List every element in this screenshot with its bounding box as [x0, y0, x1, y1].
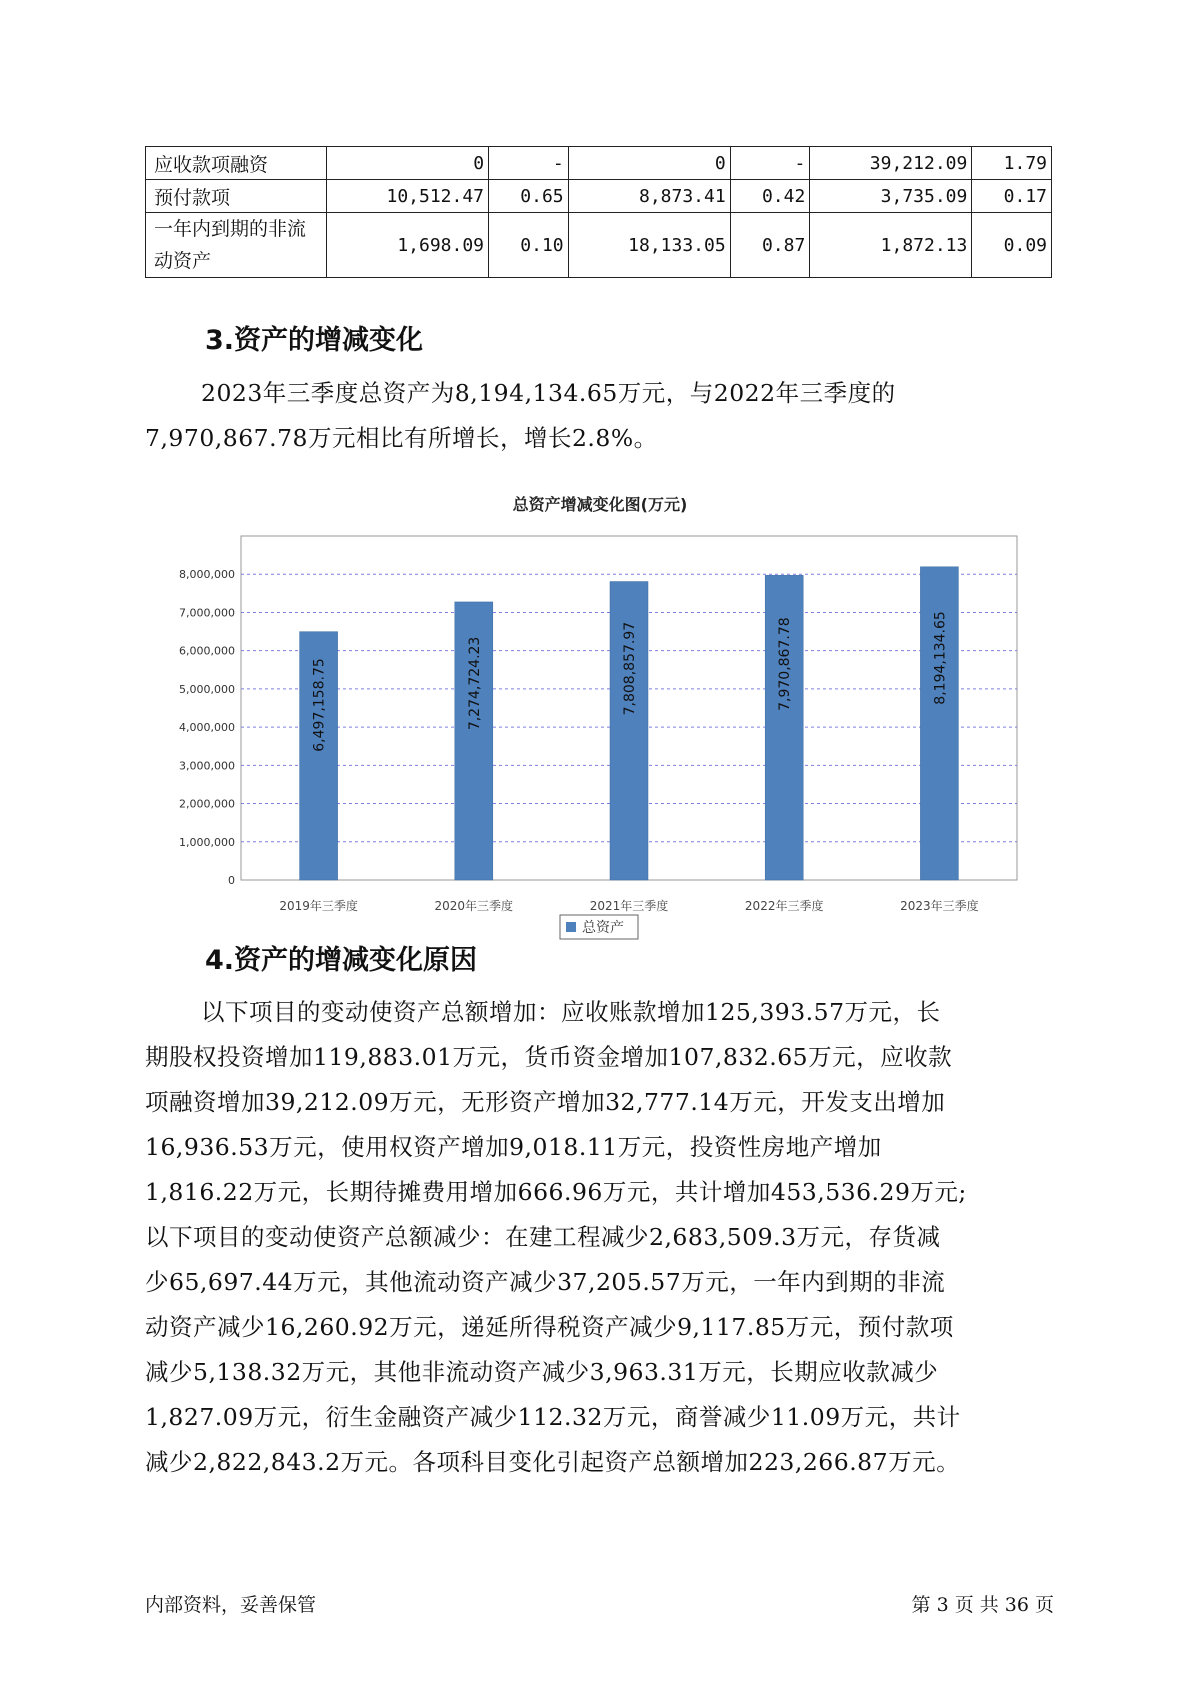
x-tick-label: 2019年三季度 [279, 899, 358, 913]
y-tick-label: 1,000,000 [179, 835, 235, 849]
table-cell: 39,212.09 [810, 147, 972, 180]
bar-value-label: 7,808,857.97 [622, 621, 638, 716]
y-axis-ticks [179, 568, 235, 887]
section-heading: 3.资产的增减变化 [205, 325, 424, 356]
legend [560, 915, 638, 939]
paragraph [145, 990, 1055, 1485]
paragraph-line: 期股权投资增加119,883.01万元，货币资金增加107,832.65万元，应收款 [145, 1043, 953, 1071]
table-row [146, 180, 1052, 213]
y-tick-label: 5,000,000 [179, 682, 235, 696]
paragraph-line: 项融资增加39,212.09万元，无形资产增加32,777.14万元，开发支出增加 [145, 1088, 946, 1116]
table-cell: 0.87 [730, 213, 810, 278]
balance-table [145, 146, 1052, 278]
row-label [146, 213, 327, 278]
paragraph-line: 减少2,822,843.2万元。各项科目变化引起资产总额增加223,266.87万元。 [145, 1448, 961, 1476]
paragraph [145, 371, 1055, 461]
paragraph-line: 1,816.22万元，长期待摊费用增加666.96万元，共计增加453,536.29万元; [145, 1178, 967, 1206]
y-tick-label: 7,000,000 [179, 606, 235, 620]
x-axis-ticks [279, 898, 978, 913]
y-tick-label: 4,000,000 [179, 721, 235, 735]
x-tick-label: 2020年三季度 [434, 899, 514, 913]
footer-left: 内部资料，妥善保管 [145, 1594, 317, 1616]
paragraph-line: 少65,697.44万元，其他流动资产减少37,205.57万元，一年内到期的非流 [145, 1268, 946, 1296]
table-row [146, 213, 1052, 278]
table-cell: 0.42 [730, 180, 810, 213]
table-cell: 18,133.05 [568, 213, 730, 278]
table-cell: 1,698.09 [327, 213, 489, 278]
x-tick-label: 2022年三季度 [744, 899, 824, 913]
y-tick-label: 0 [228, 874, 235, 887]
paragraph-line: 以下项目的变动使资产总额减少：在建工程减少2,683,509.3万元，存货减 [145, 1223, 941, 1251]
x-tick-label: 2023年三季度 [900, 899, 979, 913]
table-cell: 8,873.41 [568, 180, 730, 213]
x-tick-label: 2021年三季度 [589, 899, 669, 913]
bar-value-label: 6,497,158.75 [311, 658, 328, 752]
legend-swatch [566, 922, 576, 932]
paragraph-line: 16,936.53万元，使用权资产增加9,018.11万元，投资性房地产增加 [145, 1133, 882, 1161]
table-cell: 0 [327, 147, 489, 180]
y-tick-label: 8,000,000 [179, 568, 235, 582]
table-cell: - [730, 147, 810, 180]
row-label-line: 一年内到期的非流 [154, 218, 307, 240]
table-cell: 0.17 [972, 180, 1052, 213]
paragraph-line: 2023年三季度总资产为8,194,134.65万元，与2022年三季度的 [201, 379, 896, 407]
section-heading: 4.资产的增减变化原因 [205, 945, 478, 976]
table-cell: 1.79 [972, 147, 1052, 180]
table-row [146, 147, 1052, 180]
page-number: 第 3 页 共 36 页 [911, 1594, 1054, 1616]
row-label: 预付款项 [146, 180, 327, 213]
total-assets-chart [145, 488, 1055, 943]
paragraph-line [145, 990, 1055, 1035]
table-cell: 10,512.47 [327, 180, 489, 213]
chart-title: 总资产增减变化图(万元) [512, 495, 688, 514]
bar-value-label: 8,194,134.65 [932, 611, 949, 705]
row-label-line: 动资产 [154, 250, 212, 272]
table-cell: 0.09 [972, 213, 1052, 278]
table-cell: 0.65 [489, 180, 569, 213]
paragraph-line: 动资产减少16,260.92万元，递延所得税资产减少9,117.85万元，预付款项 [145, 1313, 954, 1341]
table-cell: 0.10 [489, 213, 569, 278]
paragraph-line: 1,827.09万元，衍生金融资产减少112.32万元，商誉减少11.09万元，共计 [145, 1403, 961, 1431]
legend-label: 总资产 [582, 920, 624, 936]
paragraph-line: 7,970,867.78万元相比有所增长，增长2.8%。 [145, 424, 658, 452]
table-cell: 3,735.09 [810, 180, 972, 213]
y-tick-label: 2,000,000 [179, 797, 235, 811]
table-cell: - [489, 147, 569, 180]
table-cell: 1,872.13 [810, 213, 972, 278]
y-tick-label: 3,000,000 [179, 759, 235, 773]
paragraph-line: 减少5,138.32万元，其他非流动资产减少3,963.31万元，长期应收款减少 [145, 1358, 939, 1386]
y-tick-label: 6,000,000 [179, 644, 235, 658]
bar-value-label: 7,274,724.23 [466, 636, 483, 731]
row-label: 应收款项融资 [146, 147, 327, 180]
bar-value-label: 7,970,867.78 [777, 617, 794, 711]
table-cell: 0 [568, 147, 730, 180]
paragraph-line-text: 以下项目的变动使资产总额增加：应收账款增加125,393.57万元，长 [201, 998, 941, 1026]
